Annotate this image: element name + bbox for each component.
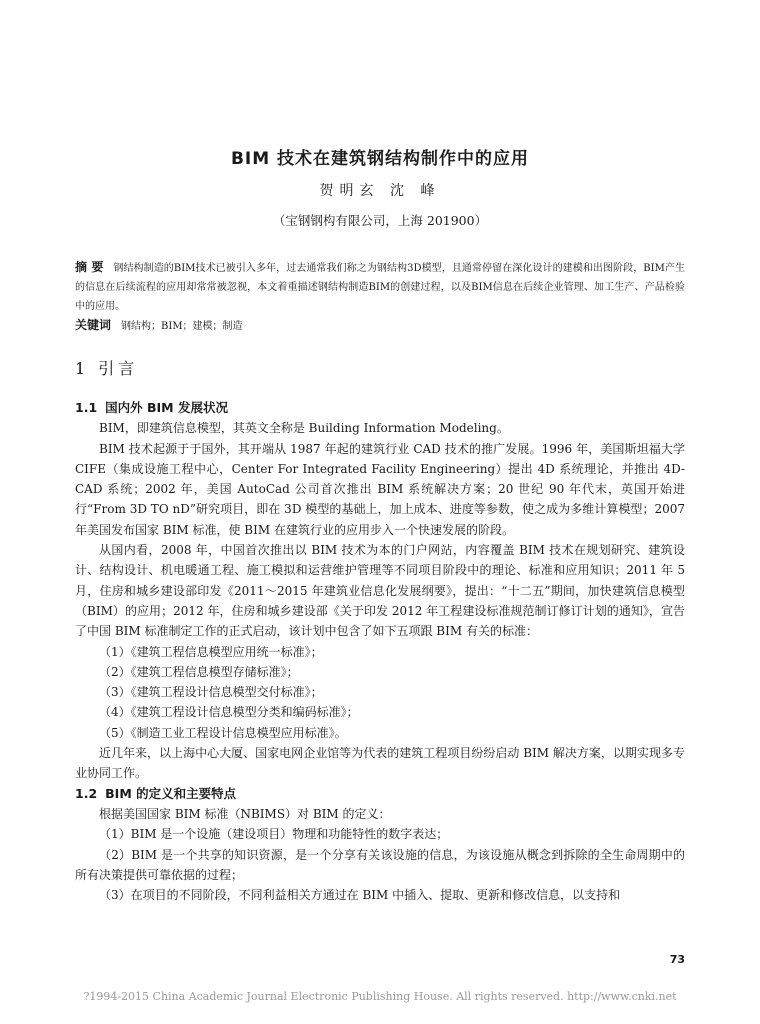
subsection-heading-1-1: [75, 398, 685, 418]
paragraph: 从国内看，2008 年，中国首次推出以 BIM 技术为本的门户网站，内容覆盖 BIM 技术在规划研究、建筑设计、结构设计、机电暖通工程、施工模拟和运营维护管理等不同项目阶段中的理论、标准和应用知识；2011 年 5 月，住房和城乡建设部印发《2011～2015 年建筑业信息化发展纲要》，提出：“十二五”期间，加快建筑信息模型（BIM）的应用；2012 年，住房和城乡建设部《关于印发 2012 年工程建设标准规范制订修订计划的通知》，宣告了中国 BIM 标准制定工作的正式启动，该计划中包含了如下五项跟 BIM 有关的标准：: [75, 543, 685, 639]
paragraph: 近几年来，以上海中心大厦、国家电网企业馆等为代表的建筑工程项目纷纷启动 BIM 解决方案，以期实现多专业协同工作。: [75, 746, 685, 781]
definition-item: （1）BIM 是一个设施（建设项目）物理和功能特性的数字表达；: [99, 827, 449, 842]
paragraph: BIM 技术起源于于国外，其开端从 1987 年起的建筑行业 CAD 技术的推广发展。1996 年，美国斯坦福大学 CIFE（集成设施工程中心，Center For Integrated Facility Engineering）提出 4D 系统理论，并推出 4D-CAD 系统；2002 年，美国 AutoCad 公司首次推出 BIM 系统解决方案；20 世纪 90 年代末，英国开始进行“From 3D TO nD”研究项目，即在 3D 模型的基础上，加上成本、进度等参数，使之成为多维计算模型；2007 年美国发布国家 BIM 标准，使 BIM 在建筑行业的应用步入一个快速发展的阶段。: [75, 441, 685, 537]
subsection-number: 1.2: [75, 785, 98, 801]
page-number: 73: [669, 953, 685, 966]
definition-item: （2）BIM 是一个共享的知识资源，是一个分享有关该设施的信息，为该设施从概念到拆除的全生命周期中的所有决策提供可靠依据的过程；: [75, 847, 685, 882]
paragraph: 根据美国国家 BIM 标准（NBIMS）对 BIM 的定义：: [99, 806, 391, 821]
keywords-label: 关键词: [75, 318, 112, 332]
footer-copyright: ?1994-2015 China Academic Journal Electronic Publishing House. All rights reserved. http://www.cnki.net: [83, 990, 677, 1003]
body-text: [75, 398, 685, 905]
affiliation: （宝钢钢构有限公司，上海 201900）: [272, 213, 488, 228]
list-item: （3）《建筑工程设计信息模型交付标准》；: [99, 685, 323, 700]
keywords: [75, 316, 685, 336]
keywords-text: 钢结构；BIM；建模；制造: [121, 321, 243, 332]
authors: 贺明玄 沈 峰: [319, 183, 441, 199]
list-item: （1）《建筑工程信息模型应用统一标准》；: [99, 644, 323, 659]
section-heading-intro: 1 引言: [75, 359, 139, 378]
paper-title: BIM 技术在建筑钢结构制作中的应用: [230, 149, 530, 169]
subsection-heading-1-2: [75, 784, 685, 804]
subsection-title: BIM 的定义和主要特点: [105, 785, 237, 801]
abstract-text: 钢结构制造的BIM技术已被引入多年，过去通常我们称之为钢结构3D模型，且通常停留在深化设计的建模和出图阶段，BIM产生的信息在后续流程的应用却常常被忽视，本文着重描述钢结构制造BIM的创建过程，以及BIM信息在后续企业管理、加工生产、产品检验中的应用。: [75, 263, 685, 312]
paragraph: BIM，即建筑信息模型，其英文全称是 Building Information Modeling。: [99, 421, 509, 436]
abstract: [75, 258, 685, 316]
subsection-number: 1.1: [75, 400, 98, 415]
abstract-label: 摘 要: [75, 260, 104, 274]
subsection-title: 国内外 BIM 发展状况: [105, 400, 228, 415]
definition-item: （3）在项目的不同阶段，不同利益相关方通过在 BIM 中插入、提取、更新和修改信息，以支持和: [99, 888, 621, 903]
list-item: （4）《建筑工程设计信息模型分类和编码标准》；: [99, 705, 359, 720]
list-item: （2）《建筑工程信息模型存储标准》；: [99, 664, 299, 679]
list-item: （5）《制造工业工程设计信息模型应用标准》。: [99, 725, 347, 740]
